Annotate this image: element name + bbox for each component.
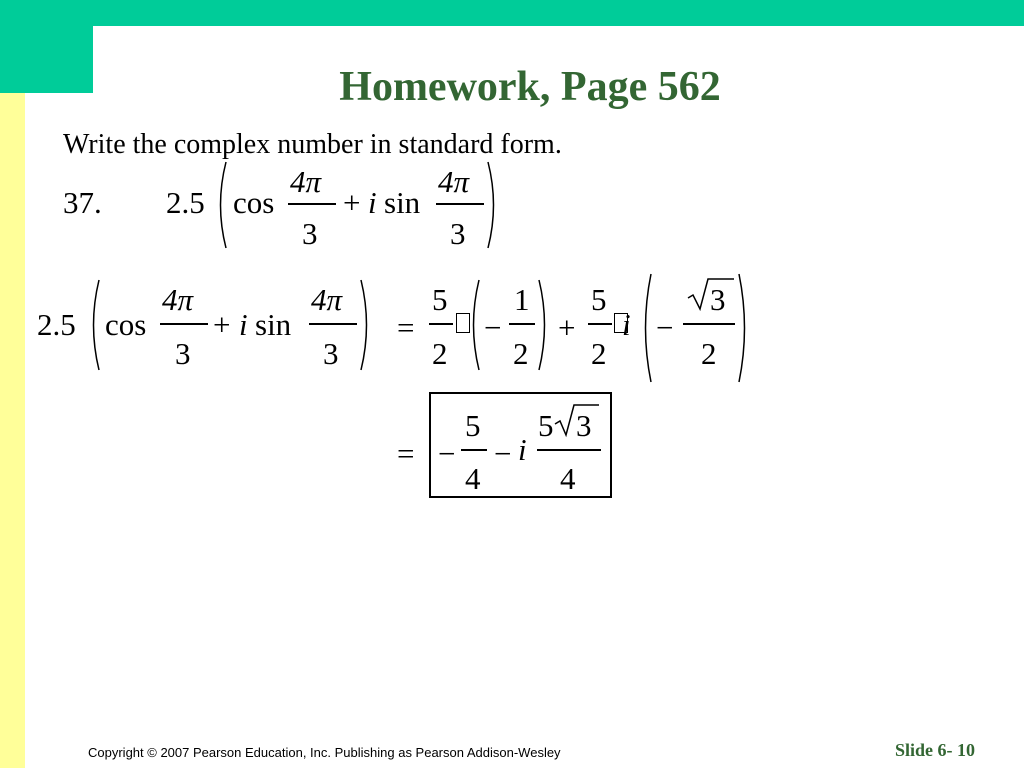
- answer-real-bar: [461, 449, 487, 451]
- root3-left-paren: [638, 272, 654, 384]
- solution-sin: sin: [255, 307, 292, 342]
- answer-real-numerator: 5: [465, 408, 481, 443]
- plus-sign-1: +: [558, 310, 576, 345]
- solution-sin-numerator: 4π: [311, 282, 343, 317]
- problem-sin-denominator: 3: [450, 216, 466, 251]
- answer-i: i: [518, 432, 527, 467]
- corner-accent-square: [0, 0, 93, 93]
- problem-sin: sin: [384, 185, 421, 220]
- answer-imag-bar: [537, 449, 601, 451]
- equals-sign-2: =: [397, 436, 415, 471]
- problem-cos-denominator: 3: [302, 216, 318, 251]
- answer-radicand: 3: [576, 408, 592, 443]
- slide-number: Slide 6- 10: [895, 740, 976, 760]
- answer-imag-denominator: 4: [560, 461, 576, 496]
- solution-i: i: [239, 307, 248, 342]
- half-denominator: 2: [513, 336, 529, 371]
- copyright-footer: Copyright © 2007 Pearson Education, Inc. Publishing as Pearson Addison-Wesley: [88, 745, 561, 760]
- solution-cos: cos: [105, 307, 147, 342]
- root3-right-paren: [736, 272, 752, 384]
- problem-coefficient: 2.5: [166, 185, 205, 220]
- five-halves-2-bar: [588, 323, 612, 325]
- answer-minus-2: −: [494, 436, 512, 471]
- problem-right-paren: [485, 160, 501, 250]
- root3-fraction-bar: [683, 323, 735, 325]
- five-halves-bar: [429, 323, 453, 325]
- problem-cos-numerator: 4π: [290, 164, 322, 199]
- solution-plus: +: [213, 307, 231, 342]
- problem-sin-numerator: 4π: [438, 164, 470, 199]
- slide-title: Homework, Page 562: [339, 64, 721, 110]
- answer-imag-coefficient: 5: [538, 408, 554, 443]
- solution-left-paren: [86, 278, 102, 372]
- problem-i: i: [368, 185, 377, 220]
- equals-sign-1: =: [397, 310, 415, 345]
- problem-left-paren: [213, 160, 229, 250]
- solution-cos-numerator: 4π: [162, 282, 194, 317]
- solution-cos-denominator: 3: [175, 336, 191, 371]
- problem-number: 37.: [63, 185, 102, 220]
- answer-minus-1: −: [438, 436, 456, 471]
- half-bar: [509, 323, 535, 325]
- root3-denominator: 2: [701, 336, 717, 371]
- half-left-paren: [466, 278, 482, 372]
- solution-right-paren: [358, 278, 374, 372]
- five-halves-2-denominator: 2: [591, 336, 607, 371]
- five-halves-denominator: 2: [432, 336, 448, 371]
- solution-coefficient: 2.5: [37, 307, 76, 342]
- imaginary-i: i: [622, 307, 631, 342]
- problem-cos-fraction-bar: [288, 203, 336, 205]
- answer-real-denominator: 4: [465, 461, 481, 496]
- solution-cos-fraction-bar: [160, 323, 208, 325]
- root3-minus: −: [656, 310, 674, 345]
- solution-sin-fraction-bar: [309, 323, 357, 325]
- instruction-text: Write the complex number in standard form.: [63, 129, 562, 160]
- problem-plus: +: [343, 185, 361, 220]
- half-numerator: 1: [514, 282, 530, 317]
- root3-radicand: 3: [710, 282, 726, 317]
- top-accent-bar: [0, 0, 1024, 26]
- side-accent-strip: [0, 93, 25, 768]
- five-halves-numerator: 5: [432, 282, 448, 317]
- five-halves-2-numerator: 5: [591, 282, 607, 317]
- problem-cos: cos: [233, 185, 275, 220]
- half-right-paren: [536, 278, 552, 372]
- solution-sin-denominator: 3: [323, 336, 339, 371]
- problem-sin-fraction-bar: [436, 203, 484, 205]
- half-minus: −: [484, 310, 502, 345]
